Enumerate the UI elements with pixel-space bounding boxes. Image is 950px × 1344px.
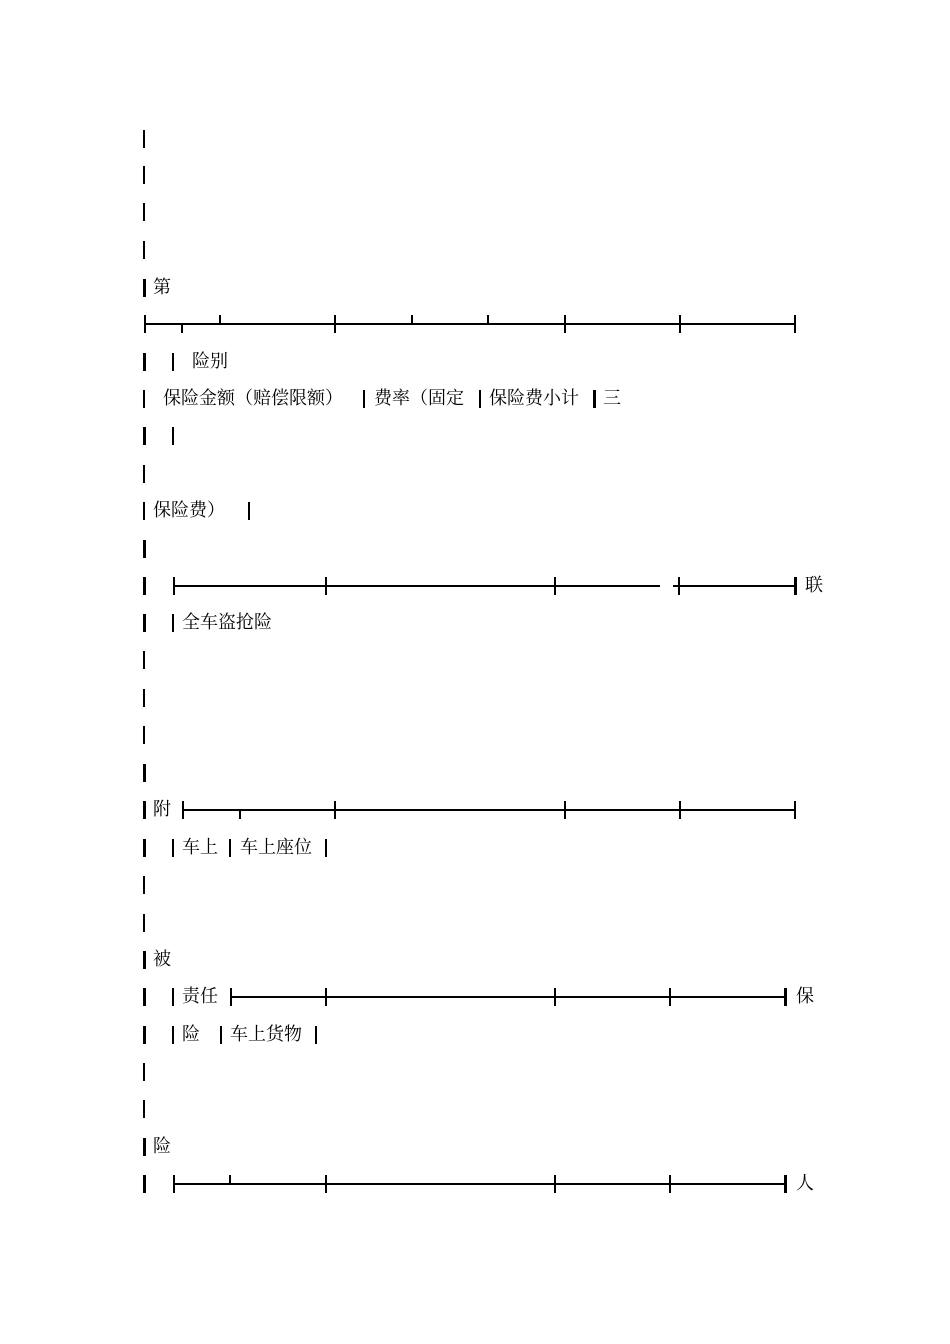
table-rule	[182, 809, 796, 811]
table-rule-tick	[669, 1175, 671, 1193]
left-border-mark	[143, 839, 146, 857]
left-border-mark	[143, 1138, 146, 1156]
table-rule-tick	[325, 1175, 327, 1193]
cell-divider	[229, 839, 231, 857]
row-vehicle-seats: 车上座位	[240, 837, 312, 858]
cell-divider	[172, 614, 174, 632]
left-margin-char-bei: 被	[153, 949, 171, 970]
cell-divider	[172, 353, 174, 371]
left-border-mark	[143, 689, 145, 707]
left-border-mark	[143, 427, 146, 445]
table-rule-tick	[554, 1175, 556, 1193]
cell-divider	[172, 427, 174, 445]
row-vehicle-cargo: 车上货物	[230, 1024, 302, 1045]
cell-divider	[315, 1026, 317, 1044]
table-rule-tick	[564, 801, 566, 819]
table-rule-tick	[678, 577, 680, 595]
cell-divider	[593, 390, 596, 408]
table-rule-tick	[334, 801, 336, 819]
table-rule-tick	[784, 988, 787, 1006]
table-rule-tick	[173, 577, 175, 595]
table-rule-tick	[487, 315, 489, 325]
table-rule-tick	[325, 988, 327, 1006]
table-rule-tick	[679, 315, 681, 333]
table-rule-tick	[325, 577, 327, 595]
table-rule-tick	[794, 315, 796, 333]
cell-divider	[325, 839, 327, 857]
left-border-mark	[143, 540, 146, 558]
table-rule	[673, 585, 796, 587]
cell-divider	[248, 502, 250, 520]
table-rule	[173, 585, 660, 587]
left-border-mark	[143, 130, 145, 148]
left-border-mark	[143, 914, 145, 932]
table-rule-tick	[564, 315, 566, 333]
left-border-mark	[143, 951, 146, 969]
right-margin-char-bao: 保	[796, 986, 814, 1007]
table-rule-tick	[219, 315, 221, 325]
left-border-mark	[143, 577, 146, 595]
left-border-mark	[143, 876, 145, 894]
table-rule	[173, 1183, 786, 1185]
left-border-mark	[143, 801, 146, 819]
cell-divider	[220, 1026, 222, 1044]
row-liability: 责任	[182, 986, 218, 1007]
left-border-mark	[143, 390, 145, 408]
table-rule-tick	[182, 801, 184, 819]
left-border-mark	[143, 1175, 146, 1193]
table-rule-tick	[784, 1175, 787, 1193]
left-margin-char-xian: 险	[153, 1136, 171, 1157]
header-insured-amount: 保险金额（赔偿限额）	[163, 388, 343, 409]
left-border-mark	[143, 1026, 146, 1044]
table-rule	[144, 323, 796, 325]
left-border-mark	[143, 614, 146, 632]
table-rule-tick	[230, 988, 232, 1006]
cell-divider	[363, 390, 365, 408]
left-border-mark	[143, 241, 145, 259]
table-rule-tick	[181, 323, 183, 333]
left-border-mark	[143, 502, 145, 520]
row-vehicle-theft: 全车盗抢险	[182, 612, 272, 633]
table-rule-tick	[794, 577, 797, 595]
table-rule-tick	[411, 315, 413, 325]
right-margin-char-san: 三	[603, 388, 621, 409]
header-premium-subtotal: 保险费小计	[489, 388, 579, 409]
table-rule-tick	[554, 577, 556, 595]
left-border-mark	[143, 166, 145, 184]
header-risk-type: 险别	[192, 351, 228, 372]
left-border-mark	[143, 1100, 145, 1118]
cell-divider	[479, 390, 481, 408]
table-rule-tick	[669, 988, 671, 1006]
table-rule-tick	[794, 801, 796, 819]
right-margin-char-ren: 人	[796, 1173, 814, 1194]
header-rate: 费率（固定	[374, 388, 464, 409]
table-rule-tick	[554, 988, 556, 1006]
left-border-mark	[143, 764, 146, 782]
table-rule-tick	[334, 315, 336, 333]
header-premium: 保险费）	[153, 500, 225, 521]
left-border-mark	[143, 1063, 145, 1081]
table-rule-tick	[173, 1175, 175, 1193]
table-rule-tick	[229, 1175, 231, 1185]
left-margin-char-di: 第	[153, 277, 171, 298]
left-border-mark	[143, 353, 146, 371]
left-border-mark	[143, 279, 146, 297]
table-rule	[230, 996, 786, 998]
left-border-mark	[143, 203, 145, 221]
left-border-mark	[143, 988, 146, 1006]
row-risk: 险	[182, 1024, 200, 1045]
left-border-mark	[143, 465, 145, 483]
right-margin-char-lian: 联	[805, 575, 823, 596]
left-border-mark	[143, 726, 145, 744]
cell-divider	[172, 1026, 174, 1044]
row-on-vehicle: 车上	[182, 837, 218, 858]
cell-divider	[172, 839, 174, 857]
table-rule-tick	[239, 809, 241, 819]
cell-divider	[172, 988, 174, 1006]
table-rule-tick	[679, 801, 681, 819]
left-margin-char-fu: 附	[153, 799, 171, 820]
table-rule-tick	[144, 315, 146, 333]
left-border-mark	[143, 651, 145, 669]
